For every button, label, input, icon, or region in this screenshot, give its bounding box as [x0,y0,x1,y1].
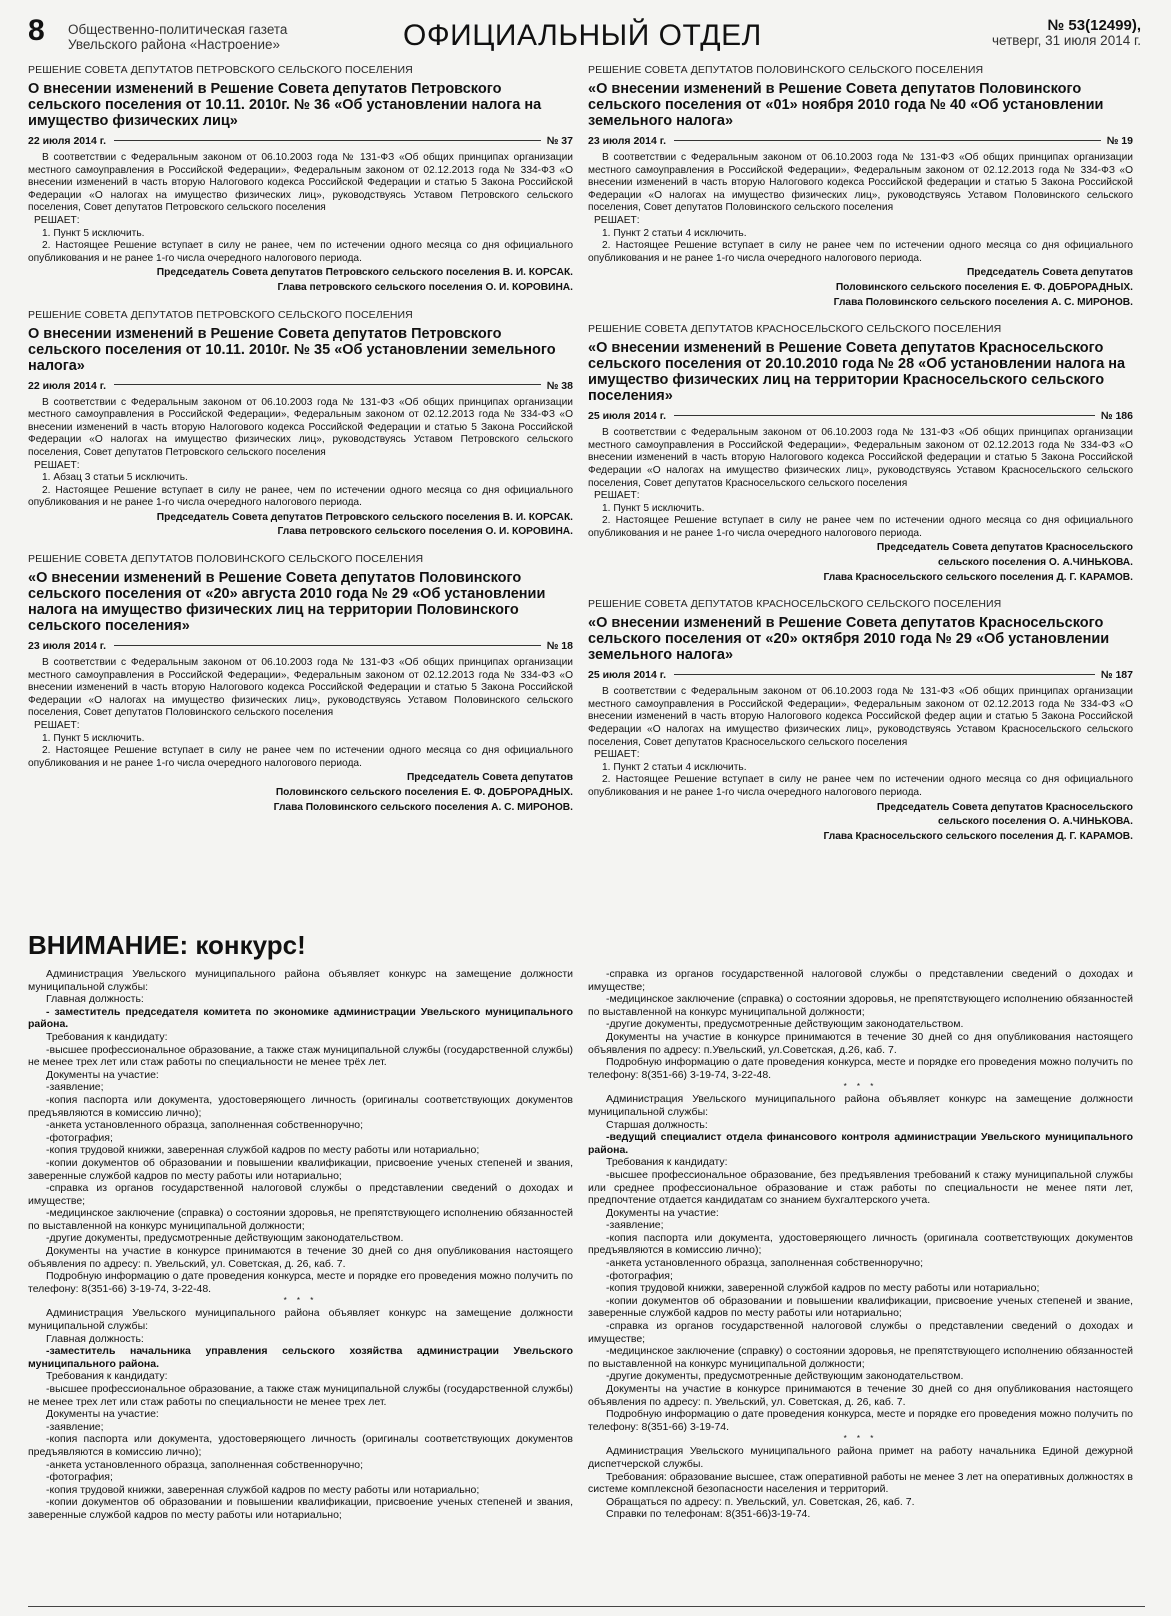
contest-paragraph: Документы на участие: [606,1206,719,1219]
contest-paragraph: Документы на участие в конкурсе принимаются в течение 30 дней со дня опубликования настоящего объявления по адресу: п.Увельский, ул.Советская, д.26, каб. 7. [588,1030,1133,1056]
contest-paragraph: -копия паспорта или документа, удостоверяющего личность (оригиналы соответствующих документов предъявляются в комиссию лично); [28,1433,573,1458]
article-title: «О внесении изменений в Решение Совета депутатов Красносельского сельского поселения от 20.10.2010 года № 28 «Об установлении налога на имущество физических лиц на территории Красносельского сельского поселения» [588,340,1126,405]
article-preamble: В соответствии с Федеральным законом от 06.10.2003 года № 131-ФЗ «Об общих принципах организации местного самоуправления в Российской Федерации», Федеральным законом от 02.12.2013 года № 334-ФЗ «О внесении изменений в часть вторую Налогового кодекса Российской федерации и статью 5 Закона Российской Федерации «О налогах на имущество физических лиц», руководствуясь Уставом Красносельского сельского поселения, Совет депутатов Красносельского сельского поселения [588,427,1133,489]
contest-paragraph: Администрация Увельского муниципального района объявляет конкурс на замещение должности муниципальной службы: [588,1093,1133,1118]
contest-paragraph: Документы на участие в конкурсе принимаются в течение 30 дней со дня опубликования настоящего объявления по адресу: п. Увельский, ул. Советская, д. 26, каб. 7. [588,1383,1133,1408]
article-dateline [28,640,573,653]
article-title: «О внесении изменений в Решение Совета депутатов Половинского сельского поселения от «01» ноября 2010 года № 40 «Об установлении земельного налога» [588,81,1104,129]
article-kicker: РЕШЕНИЕ СОВЕТА ДЕПУТАТОВ ПОЛОВИНСКОГО СЕЛЬСКОГО ПОСЕЛЕНИЯ [28,553,424,566]
contest-paragraph: -медицинское заключение (справка) о состоянии здоровья, не препятствующего исполнению обязанностей по выставленной на конкурс муниципальной должности; [588,993,1133,1018]
masthead [28,14,1145,62]
contest-paragraph: -копия паспорта или документа, удостоверяющего личность (оригиналы соответствующих документов предъявляются в комиссию лично); [28,1093,573,1119]
article-date: 25 июля 2014 г. [588,669,666,682]
section-title: ОФИЦИАЛЬНЫЙ ОТДЕЛ [403,19,762,52]
signature-line-2: сельского поселения О. А.ЧИНЬКОВА. [938,557,1133,569]
contest-paragraph: -фотография; [606,1269,673,1282]
contest-paragraph: Требования к кандидату: [46,1030,168,1043]
signature-line-2: Глава петровского сельского поселения О. И. КОРОВИНА. [277,526,573,538]
decision-article [588,598,1133,843]
contest-paragraph: -другие документы, предусмотренные действующим законодательством. [46,1232,404,1245]
page-number: 8 [28,14,45,47]
contest-paragraph: -медицинское заключение (справку) о состоянии здоровья, не препятствующего исполнению обязанностей по выставленной на конкурс муниципальной должности; [588,1345,1133,1370]
article-preamble: В соответствии с Федеральным законом от 06.10.2003 года № 131-ФЗ «Об общих принципах организации местного самоуправления в Российской Федерации», Федеральным законом от 02.12.2013 года № 334-ФЗ «О внесении изменений в часть вторую Налогового кодекса Российской федерации и статью 5 Закона Российской Федерации «О налогах на имущество физических лиц», руководствуясь Уставом Половинского сельского поселения, Совет депутатов Половинского сельского поселения [588,152,1133,214]
article-resolves: РЕШАЕТ: [594,214,640,226]
contest-paragraph: -высшее профессиональное образование, а также стаж муниципальной службы (государственной службы) не менее трех лет или стаж работы по специальности не менее трёх лет. [28,1043,573,1069]
article-body [588,427,1133,540]
article-number: № 38 [546,379,573,392]
article-item-2: 2. Настоящее Решение вступает в силу не ранее чем по истечении одного месяца со дня официального опубликования и не ранее 1-го числа очередного налогового периода. [588,774,1133,798]
dateline-rule [114,140,541,141]
article-number: № 37 [546,135,573,147]
contest-paragraph: Требования к кандидату: [606,1156,728,1169]
article-dateline [28,135,573,148]
article-number: № 19 [1106,135,1133,147]
contest-paragraph: Документы на участие: [46,1408,159,1421]
contest-right-column [588,968,1133,1521]
article-resolves: РЕШАЕТ: [34,720,80,732]
signature-line-1: Председатель Совета депутатов Петровского сельского поселения В. И. КОРСАК. [156,267,573,279]
contest-paragraph: Справки по телефонам: 8(351-66)3-19-74. [606,1508,811,1521]
article-title: О внесении изменений в Решение Совета депутатов Петровского сельского поселения от 10.11. 2010г. № 36 «Об установлении налога на имущество физических лиц» [28,81,542,129]
article-kicker: РЕШЕНИЕ СОВЕТА ДЕПУТАТОВ ПОЛОВИНСКОГО СЕЛЬСКОГО ПОСЕЛЕНИЯ [588,64,984,76]
article-title: «О внесении изменений в Решение Совета депутатов Красносельского сельского поселения от «20» октября 2010 года № 29 «Об установлении земельного налога» [588,615,1110,664]
contest-paragraph: -копия трудовой книжки, заверенной службой кадров по месту работы или нотариально; [606,1282,1040,1295]
contest-paragraph: -ведущий специалист отдела финансового контроля администрации Увельского муниципального района. [588,1131,1133,1156]
issue-number: № 53(12499), [1047,17,1141,34]
signature-line-3: Глава Красносельского сельского поселения Д. Г. КАРАМОВ. [823,571,1133,583]
article-item-2: 2. Настоящее Решение вступает в силу не ранее чем по истечении одного месяца со дня официального опубликования и не ранее 1-го числа очередного налогового периода. [588,515,1133,539]
article-kicker: РЕШЕНИЕ СОВЕТА ДЕПУТАТОВ КРАСНОСЕЛЬСКОГО СЕЛЬСКОГО ПОСЕЛЕНИЯ [588,598,1002,611]
contest-paragraph: Подробную информацию о дате проведения конкурса, месте и порядке его проведения можно получить по телефону: 8(351-66) 3-19-74. [588,1408,1133,1433]
contest-paragraph: Документы на участие в конкурсе принимаются в течение 30 дней со дня опубликования настоящего объявления по адресу: п. Увельский, ул. Советская, д. 26, каб. 7. [28,1245,573,1270]
contest-paragraph: -заместитель начальника управления сельского хозяйства администрации Увельского муниципального района. [28,1345,573,1370]
article-item-2: 2. Настоящее Решение вступает в силу не ранее чем по истечении одного месяца со дня официального опубликования и не ранее 1-го числа очередного налогового периода. [28,745,573,769]
article-body [28,152,573,265]
dateline-rule [674,674,1095,675]
right-column [588,64,1133,857]
article-resolves: РЕШАЕТ: [34,459,80,471]
signature-line-3: Глава Красносельского сельского поселения Д. Г. КАРАМОВ. [823,830,1133,842]
article-item-1: 1. Абзац 3 статьи 5 исключить. [42,472,188,484]
signature-line-2: сельского поселения О. А.ЧИНЬКОВА. [938,816,1133,828]
article-preamble: В соответствии с Федеральным законом от 06.10.2003 года № 131-ФЗ «Об общих принципах организации местного самоуправления в Российской Федерации», Федеральным законом от 02.12.2013 года № 334-ФЗ «О внесении изменений в часть вторую Налогового кодекса Российской Федерации и статью 5 Закона Российской Федерации «О налогах на имущество физических лиц», руководствуясь Уставом Половинского сельского поселения, Совет депутатов Половинского сельского поселения [28,657,573,719]
decisions-area [28,64,1145,920]
article-kicker: РЕШЕНИЕ СОВЕТА ДЕПУТАТОВ ПЕТРОВСКОГО СЕЛЬСКОГО ПОСЕЛЕНИЯ [28,308,413,321]
article-body [28,397,573,510]
footer-rule [28,1606,1145,1607]
issue-info [992,18,1141,48]
signature-line-1: Председатель Совета депутатов [966,267,1133,279]
contest-paragraph: -анкета установленного образца, заполненная собственноручно; [46,1458,363,1471]
article-date: 23 июля 2014 г. [28,640,106,653]
left-column [28,64,573,828]
contest-paragraph: -заявление; [46,1081,104,1094]
article-dateline [588,669,1133,682]
contest-paragraph: -справка из органов государственной налоговой службы о представлении сведений о доходах и имуществе; [28,1182,573,1207]
contest-paragraph: -другие документы, предусмотренные действующим законодательством. [606,1018,964,1031]
article-date: 25 июля 2014 г. [588,410,666,423]
contest-paragraph: -справка из органов государственной налоговой службы о представлении сведений о доходах и имуществе; [588,1320,1133,1345]
article-resolves: РЕШАЕТ: [34,214,80,226]
paper-line-2: Увельского района «Настроение» [68,37,281,52]
contest-paragraph: -копия трудовой книжки, заверенная службой кадров по месту работы или нотариально; [46,1483,480,1496]
signature-line-3: Глава Половинского сельского поселения А. С. МИРОНОВ. [833,296,1133,308]
contest-paragraph: Главная должность: [46,1332,144,1345]
contest-paragraph: Старшая должность: [606,1118,708,1131]
article-date: 23 июля 2014 г. [588,135,666,147]
contest-paragraph: Подробную информацию о дате проведения конкурса, месте и порядке его проведения можно получить по телефону: 8(351-66) 3-19-74, 3-22-48. [28,1270,573,1295]
contest-paragraph: -заявление; [46,1420,104,1433]
dateline-rule [674,140,1101,141]
article-title: «О внесении изменений в Решение Совета депутатов Половинского сельского поселения от «20» августа 2010 года № 29 «Об установлении налога на имущество физических лиц на территории Половинского сельского поселения» [28,570,546,635]
signature-line-3: Глава Половинского сельского поселения А. С. МИРОНОВ. [273,801,573,813]
article-date: 22 июля 2014 г. [28,135,106,147]
separator-stars: * * * [843,1082,878,1092]
contest-paragraph: Главная должность: [46,993,144,1006]
article-preamble: В соответствии с Федеральным законом от 06.10.2003 года № 131-ФЗ «Об общих принципах организации местного самоуправления в Российской Федерации», Федеральным законом от 02.12.2013 года № 334-ФЗ «О внесении изменений в часть вторую Налогового кодекса Российской федер ации и статью 5 Закона Российской Федерации «О налогах на имущество физических лиц», руководствуясь Уставом Красносельского сельского поселения, Совет депутатов Красносельского сельского поселения [588,686,1133,748]
article-number: № 186 [1100,410,1133,423]
article-dateline [588,410,1133,423]
article-body [28,657,573,770]
article-dateline [588,135,1133,148]
article-item-1: 1. Пункт 5 исключить. [42,732,145,744]
article-item-2: 2. Настоящее Решение вступает в силу не ранее, чем по истечении одного месяца со дня официального опубликования и не ранее 1-го числа очередного налогового периода. [28,484,573,509]
article-resolves: РЕШАЕТ: [594,749,640,761]
article-resolves: РЕШАЕТ: [594,490,640,502]
dateline-rule [674,415,1095,416]
article-number: № 187 [1100,669,1133,682]
separator-stars: * * * [843,1434,878,1444]
contest-paragraph: Требования к кандидату: [46,1370,168,1383]
article-body [588,686,1133,799]
article-title: О внесении изменений в Решение Совета депутатов Петровского сельского поселения от 10.11. 2010г. № 35 «Об установлении земельного налога» [28,325,556,374]
dateline-rule [114,645,541,646]
signature-line-1: Председатель Совета депутатов Петровского сельского поселения В. И. КОРСАК. [156,511,573,523]
contest-heading: ВНИМАНИЕ: конкурс! [28,930,306,960]
contest-paragraph: -медицинское заключение (справка) о состоянии здоровья, не препятствующего исполнению обязанностей по выставленной на конкурс муниципальной должности; [28,1207,573,1232]
contest-paragraph: -фотография; [46,1131,113,1144]
contest-paragraph: -фотография; [46,1471,113,1484]
contest-paragraph: -другие документы, предусмотренные действующим законодательством. [606,1370,964,1383]
contest-paragraph: -копия паспорта или документа, удостоверяющего личность (оригинала соответствующих документов предъявляются в комиссию лично); [588,1231,1133,1257]
separator-stars: * * * [283,1296,318,1306]
contest-paragraph: -копии документов об образовании и повышении квалификации, присвоение ученых степеней и звания, заверенные службой кадров по месту работы или нотариально; [28,1496,573,1521]
contest-paragraph: Администрация Увельского муниципального района примет на работу начальника Единой дежурной диспетчерской службы. [588,1445,1133,1470]
signature-line-1: Председатель Совета депутатов Красносельского [876,801,1133,813]
signature-line-1: Председатель Совета депутатов Красносельского [876,542,1133,554]
contest-paragraph: Документы на участие: [46,1068,159,1081]
article-item-2: 2. Настоящее Решение вступает в силу не ранее, чем по истечении одного месяца со дня официального опубликования и не ранее 1-го числа очередного налогового периода. [28,240,573,264]
article-item-1: 1. Пункт 5 исключить. [602,502,705,514]
article-item-1: 1. Пункт 2 статьи 4 исключить. [602,227,747,239]
decision-article [588,64,1133,309]
contest-paragraph: -высшее профессиональное образование, а также стаж муниципальной службы (государственной службы) не менее трех лет или стаж работы по специальности не менее трех лет. [28,1383,573,1408]
article-kicker: РЕШЕНИЕ СОВЕТА ДЕПУТАТОВ КРАСНОСЕЛЬСКОГО СЕЛЬСКОГО ПОСЕЛЕНИЯ [588,323,1002,336]
signature-line-2: Половинского сельского поселения Е. Ф. ДОБРОРАДНЫХ. [275,787,573,798]
contest-paragraph: -копии документов об образовании и повышении квалификации, присвоение ученых степеней и звания, заверенные службой кадров по месту работы или нотариально; [28,1156,573,1182]
article-number: № 18 [546,640,573,653]
article-body [588,152,1133,265]
decision-article [588,323,1133,584]
article-item-2: 2. Настоящее Решение вступает в силу не ранее чем по истечении одного месяца со дня официального опубликования и не ранее 1-го числа очередного налогового периода. [588,240,1133,264]
article-preamble: В соответствии с Федеральным законом от 06.10.2003 года № 131-ФЗ «Об общих принципах организации местного самоуправления в Российской Федерации», Федеральным законом от 02.12.2013 года № 334-ФЗ «О внесении изменений в часть вторую Налогового кодекса Российской Федерации и статью 5 Закона Российской Федерации «О налогах на имущество физических лиц», руководствуясь Уставом Петровского сельского поселения, Совет депутатов Петровского сельского поселения [28,396,573,458]
contest-paragraph: Администрация Увельского муниципального района объявляет конкурс на замещение должности муниципальной службы: [28,968,573,993]
contest-paragraph: - заместитель председателя комитета по экономике администрации Увельского муниципального района. [28,1005,573,1031]
decision-article [28,309,573,540]
contest-paragraph: -копии документов об образовании и повышении квалификации, присвоение ученых степеней и звание, заверенные службой кадров по месту работы или нотариально; [588,1294,1133,1320]
signature-line-1: Председатель Совета депутатов [406,772,573,784]
article-dateline [28,380,573,393]
contest-paragraph: -анкета установленного образца, заполненная собственноручно; [46,1119,363,1132]
contest-paragraph: Администрация Увельского муниципального района объявляет конкурс на замещение должности муниципальной службы: [28,1307,573,1333]
article-kicker: РЕШЕНИЕ СОВЕТА ДЕПУТАТОВ ПЕТРОВСКОГО СЕЛЬСКОГО ПОСЕЛЕНИЯ [28,64,413,76]
article-item-1: 1. Пункт 2 статьи 4 исключить. [602,761,747,773]
dateline-rule [114,384,541,385]
paper-line-1: Общественно-политическая газета [68,22,288,37]
contest-paragraph: Требования: образование высшее, стаж оперативной работы не менее 3 лет на оперативных должностях в системе комплексной безопасности населения и территорий. [588,1470,1133,1496]
decision-article [28,553,573,814]
contest-paragraph: -справка из органов государственной налоговой службы о представлении сведений о доходах и имуществе; [588,968,1133,993]
contest-paragraph: -высшее профессиональное образование, без предъявления требований к стажу муниципальной службы или среднее профессиональное образование и стаж работы по специальности не менее пяти лет, предпочтение отдается кандидатам со знанием бухгалтерского учета. [588,1168,1133,1207]
contest-paragraph: -копия трудовой книжки, заверенная службой кадров по месту работы или нотариально; [46,1144,480,1157]
contest-paragraph: Подробную информацию о дате проведения конкурса, месте и порядке его проведения можно получить по телефону: 8(351-66) 3-19-74, 3-22-48. [588,1056,1133,1081]
contest-paragraph: -анкета установленного образца, заполненная собственноручно; [606,1257,923,1270]
contest-paragraph: -заявление; [606,1219,664,1232]
contest-area [28,968,1145,1598]
article-date: 22 июля 2014 г. [28,379,106,392]
article-item-1: 1. Пункт 5 исключить. [42,227,145,239]
decision-article [28,64,573,295]
paper-name [68,22,287,52]
contest-paragraph: Обращаться по адресу: п. Увельский, ул. Советская, 26, каб. 7. [606,1495,915,1508]
article-preamble: В соответствии с Федеральным законом от 06.10.2003 года № 131-ФЗ «Об общих принципах организации местного самоуправления в Российской Федерации», Федеральным законом от 02.12.2013 года № 334-ФЗ «О внесении изменений в часть вторую Налогового кодекса Российской Федерации и статью 5 Закона Российской Федерации «О налогах на имущество физических лиц», руководствуясь Уставом Петровского сельского поселения, Совет депутатов Петровского сельского поселения [28,152,573,214]
signature-line-2: Половинского сельского поселения Е. Ф. ДОБРОРАДНЫХ. [835,281,1133,293]
signature-line-2: Глава петровского сельского поселения О. И. КОРОВИНА. [277,281,573,293]
issue-date: четверг, 31 июля 2014 г. [992,33,1141,48]
contest-left-column [28,968,573,1522]
